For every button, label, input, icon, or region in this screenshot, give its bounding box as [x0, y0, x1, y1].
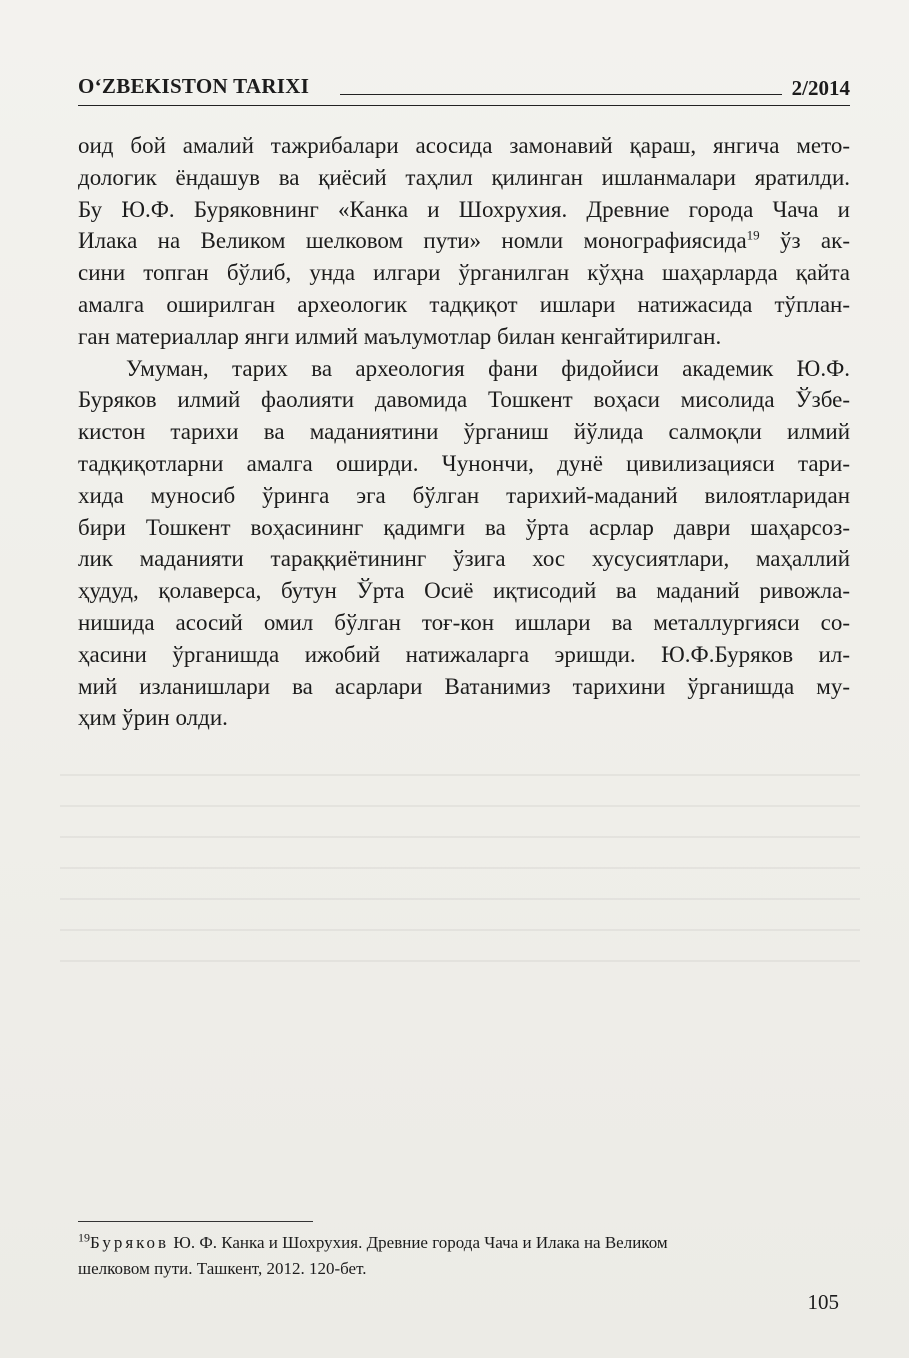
footnote-author: Буряков [90, 1233, 170, 1252]
text-line: бири Тошкент воҳасининг қадимги ва ўрта асрлар даври шаҳарсоз- [78, 514, 850, 540]
text-line: амалга оширилган археологик тадқиқот ишлари натижасида тўплан- [78, 291, 850, 317]
text-line-indented: Умуман, тарих ва археология фани фидойиси академик Ю.Ф. [126, 355, 850, 381]
text-line: ҳасини ўрганишда ижобий натижаларга эришди. Ю.Ф.Буряков ил- [78, 641, 850, 667]
header-underline [78, 105, 850, 106]
text-line: оид бой амалий тажрибалари асосида замонавий қараш, янгича мето- [78, 133, 850, 158]
running-header [78, 72, 850, 106]
issue-number: 2/2014 [791, 76, 850, 100]
text-segment: Илака на Великом шелковом пути» номли монографиясида [78, 228, 747, 254]
body-text [78, 130, 850, 734]
show-through-text [60, 760, 860, 980]
footnote-text: Ю. Ф. Канка и Шохрухия. Древние города Чача и Илака на Великом [169, 1233, 668, 1252]
footnote-number: 19 [78, 1230, 90, 1245]
text-line: лик маданияти тараққиётининг ўзига хос хусусиятлари, маҳаллий [78, 546, 850, 572]
text-line: Бу Ю.Ф. Буряковнинг «Канка и Шохрухия. Древние города Чача и [78, 196, 850, 222]
text-segment: ўз ак- [759, 228, 850, 254]
text-line-with-footnote [78, 225, 850, 257]
journal-title: O‘ZBEKISTON TARIXI [78, 74, 310, 98]
header-rule [340, 94, 782, 95]
footnote-separator [78, 1221, 313, 1222]
text-line: тадқиқотларни амалга оширди. Чунончи, дунё цивилизацияси тари- [78, 450, 850, 476]
footnote-reference: 19 [746, 227, 760, 243]
paragraph-1 [78, 130, 850, 353]
text-line: ҳим ўрин олди. [78, 705, 228, 731]
paragraph-2 [78, 353, 850, 735]
text-line: дологик ёндашув ва қиёсий таҳлил қилинган ишланмалари яратилди. [78, 164, 850, 190]
text-line: нишида асосий омил бўлган тоғ-кон ишлари ва металлургияси со- [78, 609, 850, 635]
text-line: сини топган бўлиб, унда илгари ўрганилган кўҳна шаҳарларда қайта [78, 260, 850, 286]
text-line: мий изланишлари ва асарлари Ватанимиз тарихини ўрганишда му- [78, 673, 850, 699]
footnote [78, 1230, 850, 1282]
footnote-line [78, 1230, 850, 1256]
text-line: ҳудуд, қолаверса, бутун Ўрта Осиё иқтисодий ва маданий ривожла- [78, 578, 850, 604]
page-number: 105 [807, 1290, 839, 1314]
text-line: кистон тарихи ва маданиятини ўрганиш йўлида салмоқли илмий [78, 419, 850, 445]
text-line: ган материаллар янги илмий маълумотлар билан кенгайтирилган. [78, 323, 722, 349]
footnote-line: шелковом пути. Ташкент, 2012. 120-бет. [78, 1259, 367, 1278]
text-line: Буряков илмий фаолияти давомида Тошкент воҳаси мисолида Ўзбе- [78, 387, 850, 413]
text-line: хида муносиб ўринга эга бўлган тарихий-маданий вилоятларидан [78, 482, 850, 508]
